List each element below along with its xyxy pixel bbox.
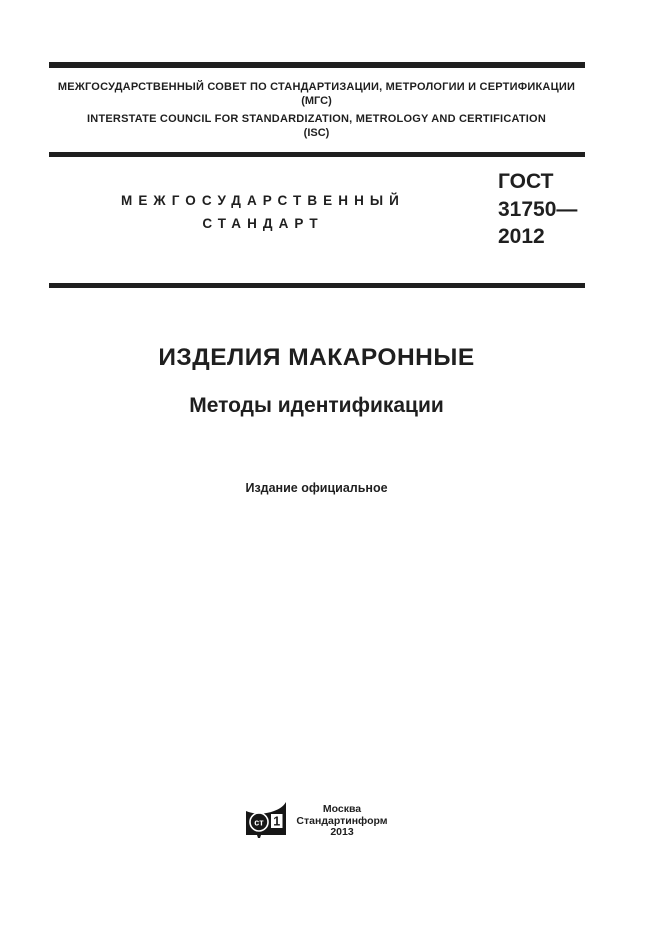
council-abbr-en: (ISC) [303,127,330,139]
svg-text:ст: ст [254,817,265,828]
middle-rule [49,152,585,157]
council-abbr-ru: (МГС) [301,95,332,107]
imprint-block [48,801,585,841]
top-rule [49,62,585,68]
council-name-en: INTERSTATE COUNCIL FOR STANDARDIZATION, METROLOGY AND CERTIFICATION [87,113,546,125]
standartinform-logo-icon [245,801,287,841]
standard-type-line2: СТАНДАРТ [202,215,324,231]
standard-code-line1: ГОСТ [498,170,554,193]
council-name-ru: МЕЖГОСУДАРСТВЕННЫЙ СОВЕТ ПО СТАНДАРТИЗАЦИИ, МЕТРОЛОГИИ И СЕРТИФИКАЦИИ [57,81,576,93]
bottom-rule [49,283,585,288]
document-title: ИЗДЕЛИЯ МАКАРОННЫЕ [158,344,475,371]
imprint-city: Москва [322,803,362,815]
standard-type-label [48,190,478,235]
standard-type-line1: МЕЖГОСУДАРСТВЕННЫЙ [121,193,405,208]
document-subtitle: Методы идентификации [189,394,444,417]
imprint-text [296,801,387,839]
standard-code [498,168,577,251]
imprint-publisher: Стандартинформ [296,814,388,827]
standard-code-line3: 2012 [498,225,545,248]
edition-note: Издание официальное [245,481,388,495]
imprint-year: 2013 [330,826,354,838]
svg-text:1: 1 [273,814,281,829]
standard-code-line2: 31750— [498,197,578,221]
